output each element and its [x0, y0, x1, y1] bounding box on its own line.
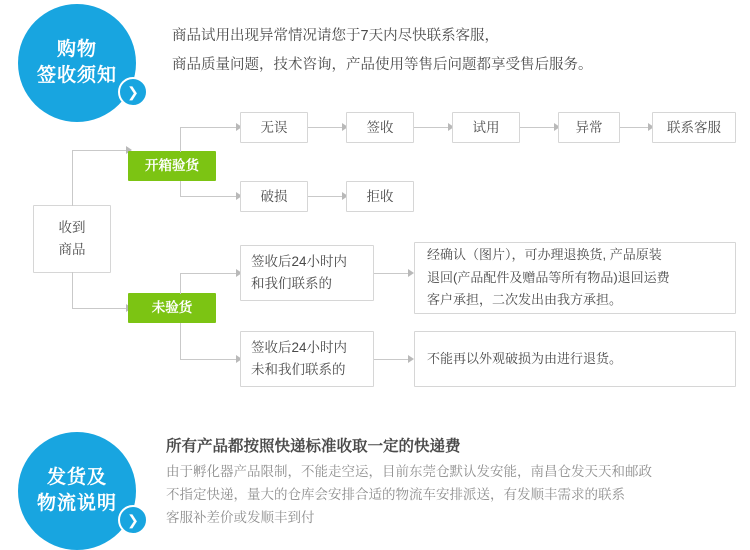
connector-unopen-to-cond1	[180, 273, 238, 274]
flow-node-abnormal-label: 异常	[575, 119, 603, 135]
flow-node-start-line2: 商品	[58, 242, 86, 257]
shipping-logistics-badge	[18, 432, 136, 550]
connector-cond1-to-result1	[374, 273, 410, 274]
shopping-notice-badge-line1: 购物	[56, 39, 97, 61]
shopping-notice-badge	[18, 4, 136, 122]
flow-node-trial-label: 试用	[472, 119, 500, 135]
shipping-fee-title: 所有产品都按照快递标准收取一定的快递费	[166, 438, 461, 455]
flow-node-not-contacted-within-24h-line2: 未和我们联系的	[251, 362, 346, 377]
flow-node-abnormal	[558, 112, 620, 143]
chevron-right-icon: ❯	[118, 505, 148, 535]
shopping-notice-line-2: 商品质量问题，技术咨询，产品使用等售后问题都享受售后服务。	[172, 57, 593, 73]
shipping-description-line-2: 不指定快递，量大的仓库会安排合适的物流车安排派送，有发顺丰需求的联系	[166, 487, 625, 503]
shipping-description-line-3: 客服补差价或发顺丰到付	[166, 510, 315, 526]
connector-open-down	[180, 181, 181, 197]
connector-cond2-to-result2	[374, 359, 410, 360]
flow-node-contacted-within-24h-line1: 签收后24小时内	[251, 254, 348, 270]
flow-node-open-inspection-label: 开箱验货	[145, 158, 199, 174]
connector-start-to-open	[72, 150, 128, 151]
flow-node-open-inspection	[128, 151, 216, 181]
flow-node-trial	[452, 112, 520, 143]
flow-node-contact-support	[652, 112, 736, 143]
shopping-notice-badge-line2: 签收须知	[36, 65, 117, 86]
flow-node-sign-receipt-label: 签收	[366, 119, 394, 135]
shipping-description	[166, 460, 740, 530]
flow-node-result-no-return-line1: 不能再以外观破损为由进行退货。	[427, 350, 623, 366]
connector-start-up	[72, 150, 73, 206]
flow-node-damaged-label: 破损	[260, 188, 288, 204]
flow-node-result-exchange-policy	[414, 242, 736, 314]
connector-no-issue-to-sign	[308, 127, 344, 128]
flow-node-result-no-return	[414, 331, 736, 387]
flow-node-contacted-within-24h	[240, 245, 374, 301]
flow-node-reject	[346, 181, 414, 212]
connector-damaged-to-reject	[308, 196, 344, 197]
connector-unopen-down	[180, 323, 181, 360]
shipping-logistics-badge-line2: 物流说明	[36, 493, 117, 514]
shopping-notice-text	[172, 22, 712, 80]
flow-node-not-contacted-within-24h	[240, 331, 374, 387]
connector-start-to-unopen	[72, 308, 128, 309]
connector-trial-to-abnormal	[520, 127, 556, 128]
flow-node-result-exchange-policy-line2: 退回(产品配件及赠品等所有物品)退回运费	[427, 269, 670, 285]
flow-node-unopened	[128, 293, 216, 323]
flow-node-no-issue-label: 无误	[260, 119, 288, 135]
flow-node-result-exchange-policy-line3: 客户承担，二次发出由我方承担。	[427, 292, 623, 308]
flow-node-sign-receipt	[346, 112, 414, 143]
connector-open-to-damaged	[180, 196, 238, 197]
connector-sign-to-trial	[414, 127, 450, 128]
flow-node-contact-support-label: 联系客服	[667, 119, 721, 135]
connector-unopen-to-cond2	[180, 359, 238, 360]
shopping-notice-line-1: 商品试用出现异常情况请您于7天内尽快联系客服，	[172, 28, 500, 44]
connector-start-down	[72, 272, 73, 309]
connector-open-to-ok	[180, 127, 238, 128]
flow-node-no-issue	[240, 112, 308, 143]
flow-node-reject-label: 拒收	[366, 188, 394, 204]
flow-node-result-exchange-policy-line1: 经确认（图片），可办理退换货, 产品原装	[427, 246, 662, 262]
connector-unopen-up	[180, 273, 181, 294]
chevron-right-icon: ❯	[118, 77, 148, 107]
flow-node-start	[33, 205, 111, 273]
flow-node-not-contacted-within-24h-line1: 签收后24小时内	[251, 340, 348, 356]
flow-node-contacted-within-24h-line2: 和我们联系的	[251, 276, 332, 291]
flow-node-damaged	[240, 181, 308, 212]
flow-node-start-line1: 收到	[58, 220, 86, 236]
connector-abnormal-to-support	[620, 127, 650, 128]
shipping-description-line-1: 由于孵化器产品限制，不能走空运，目前东莞仓默认发安能，南昌仓发天天和邮政	[166, 464, 652, 479]
connector-open-up	[180, 127, 181, 152]
shipping-logistics-badge-line1: 发货及	[46, 467, 107, 489]
flow-node-unopened-label: 未验货	[151, 300, 193, 316]
